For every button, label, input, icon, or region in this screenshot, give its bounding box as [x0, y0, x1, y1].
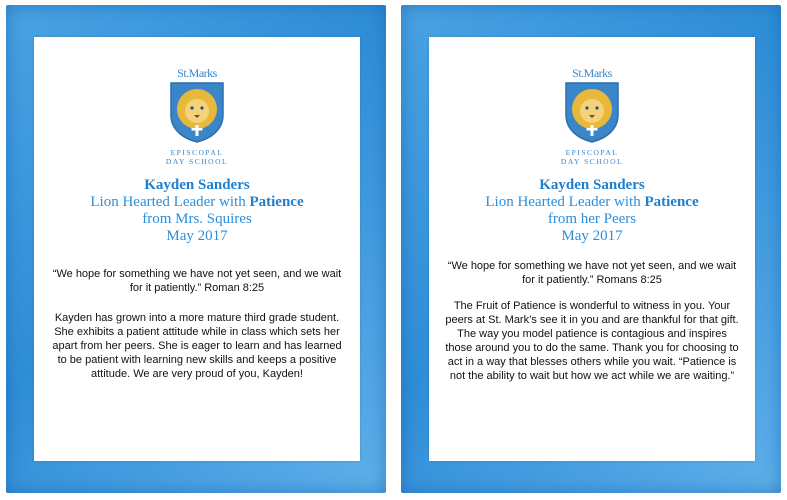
lion-crest-icon: [167, 81, 227, 143]
certificate-paper: [34, 37, 360, 461]
award-line: [34, 194, 360, 211]
logo-school-name: St.Marks: [572, 66, 612, 80]
student-name: Kayden Sanders: [539, 177, 645, 193]
award-date: May 2017: [166, 228, 228, 244]
logo-school-name: St.Marks: [177, 66, 217, 80]
certificate-left: [6, 5, 386, 493]
certificate-title: [34, 177, 360, 245]
school-logo: [157, 67, 237, 166]
award-date: May 2017: [561, 228, 623, 244]
award-virtue: Patience: [644, 194, 699, 210]
award-virtue: Patience: [249, 194, 304, 210]
scripture-quote: “We hope for something we have not yet seen, and we wait for it patiently.” Romans 8:25: [447, 260, 737, 286]
award-from: from Mrs. Squires: [142, 211, 252, 227]
certificate-body: The Fruit of Patience is wonderful to witness in you. Your peers at St. Mark’s see it in you and are thankful for that gift. The way you model patience is contagious and inspires those around you to do the same. Thank you for choosing to act in a way that blesses others while you wait. “Patience is not the ability to wait but how we act while we are waiting.”: [445, 300, 739, 382]
lion-crest-icon: [562, 81, 622, 143]
certificate-paper: [429, 37, 755, 461]
certificate-title: [429, 177, 755, 245]
student-name: Kayden Sanders: [144, 177, 250, 193]
logo-subtitle-2: DAY SCHOOL: [165, 157, 229, 166]
certificate-body: Kayden has grown into a more mature third grade student. She exhibits a patient attitude while in class which sets her apart from her peers. She is eager to learn and has learned to be patient with learning new skills and keeps a positive attitude. We are very proud of you, Kayden!: [52, 312, 342, 380]
award-from: from her Peers: [547, 211, 637, 227]
logo-subtitle-1: EPISCOPAL: [170, 148, 224, 157]
certificate-right: [401, 5, 781, 493]
award-text: Lion Hearted Leader with: [90, 194, 250, 210]
award-text: Lion Hearted Leader with: [485, 194, 645, 210]
logo-subtitle-1: EPISCOPAL: [565, 148, 619, 157]
award-line: [429, 194, 755, 211]
logo-subtitle-2: DAY SCHOOL: [560, 157, 624, 166]
scripture-quote: “We hope for something we have not yet seen, and we wait for it patiently.” Roman 8:25: [52, 268, 342, 294]
school-logo: [552, 67, 632, 166]
